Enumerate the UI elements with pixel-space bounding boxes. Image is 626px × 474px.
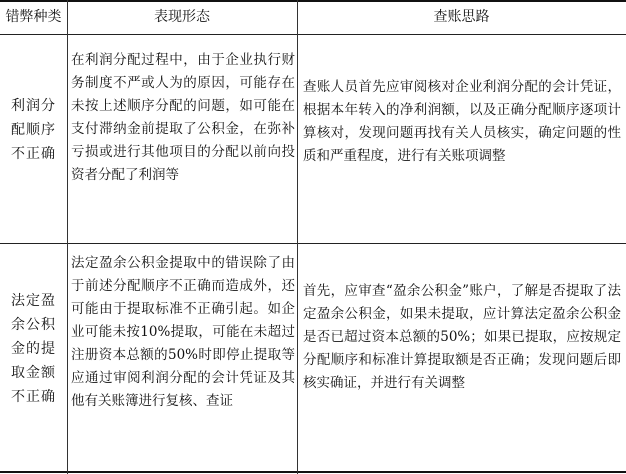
column-divider-2 — [297, 0, 298, 474]
type-line: 不正确 — [11, 146, 56, 162]
type-line: 取金额 — [11, 365, 56, 381]
header-audit-approach: 查账思路 — [433, 9, 490, 25]
type-line: 法定盈 — [11, 293, 56, 309]
table-row-1-approach: 查账人员首先应审阅核对企业利润分配的会计凭证，根据本年转入的净利润额，以及正确分配顺序逐项计算核对，发现问题再找有关人员核实，确定问题的性质和严重程度，进行有关账项调整 — [303, 79, 621, 164]
type-line: 利润分 — [11, 98, 56, 114]
table-bottom-rule — [0, 471, 626, 473]
type-line: 余公积 — [11, 317, 56, 333]
table-row-1-form: 在利润分配过程中，由于企业执行财务制度不严或人为的原因，可能存在未按上述顺序分配的问题，如可能在支付滞纳金前提取了公积金，在弥补亏损或进行其他项目的分配以前向投资者分配了利润等 — [71, 52, 295, 183]
type-line: 不正确 — [11, 389, 56, 405]
table-row-1-type — [2, 94, 65, 166]
table-row-2-approach: 首先，应审查“盈余公积金”账户，了解是否提取了法定盈余公积金，如果未提取，应计算法定盈余公积金是否已超过资本总额的50%；如果已提取，应按规定分配顺序和标准计算提取额是否正确；发现问题后即核实确证，并进行有关调整 — [303, 283, 621, 391]
type-line: 配顺序 — [11, 122, 56, 138]
header-error-type: 错弊种类 — [5, 9, 62, 25]
header-manifestation: 表现形态 — [154, 9, 210, 25]
table-row-2-form: 法定盈余公积金提取中的错误除了由于前述分配顺序不正确而造成外，还可能由于提取标准不正确引起。如企业可能未按10%提取，可能在未超过注册资本总额的50%时即停止提取等应通过审阅利润分配的会计凭证及其他有关账簿进行复核、查证 — [71, 255, 295, 409]
table-row-2-type — [2, 289, 65, 409]
type-line: 金的提 — [11, 341, 56, 357]
column-divider-1 — [67, 0, 68, 474]
row-divider — [0, 243, 626, 244]
header-bottom-rule — [0, 34, 626, 35]
